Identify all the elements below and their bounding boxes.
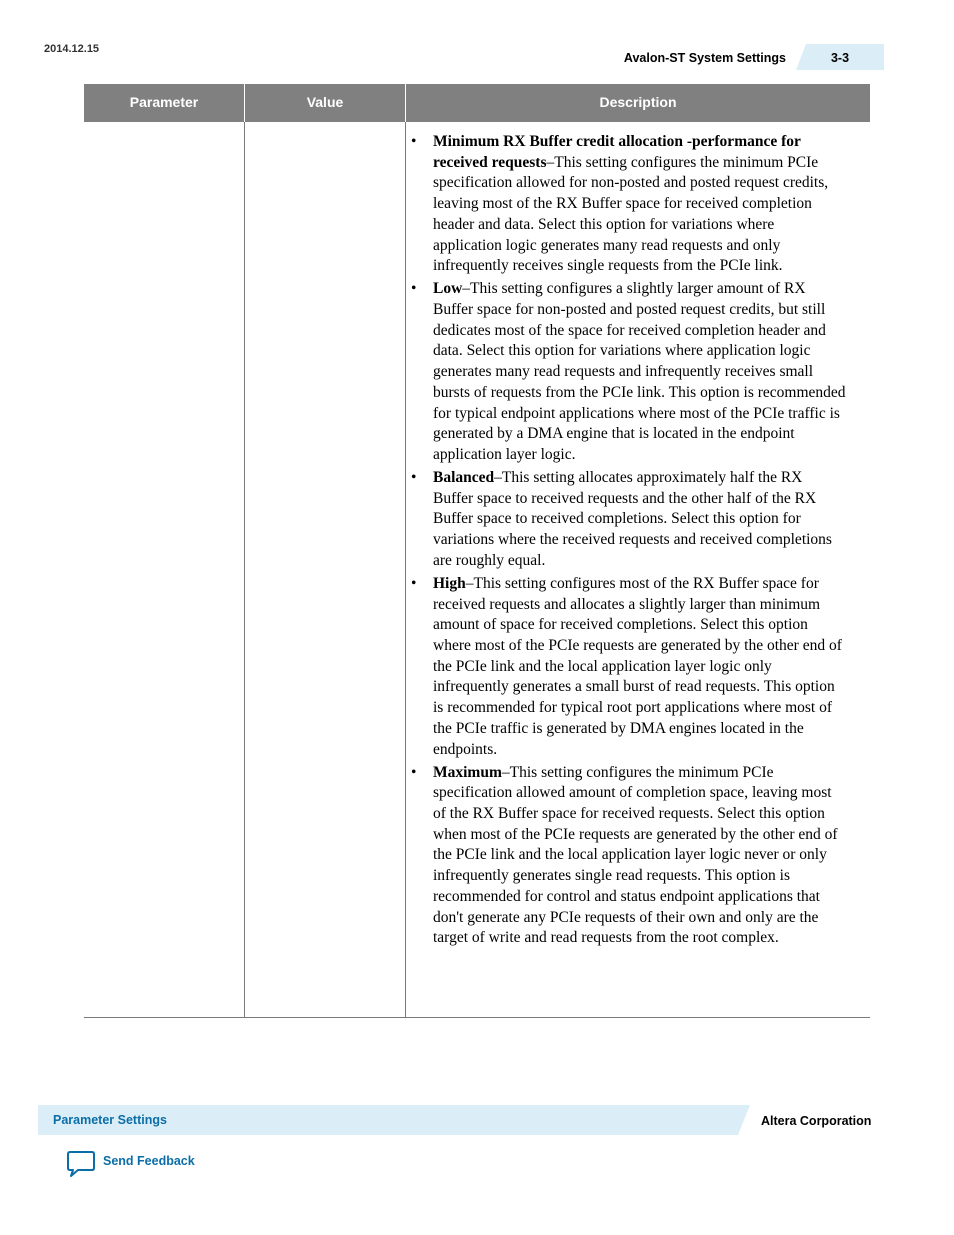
parameter-table [84, 84, 870, 1018]
bullet-icon: • [411, 763, 417, 781]
bullet-icon: • [411, 280, 417, 298]
description-cell [406, 132, 846, 951]
bullet-term: Maximum [433, 763, 502, 781]
list-item [406, 279, 846, 465]
bullet-icon: • [411, 133, 417, 150]
column-header-description: Description [406, 84, 870, 122]
bullet-text: –This setting configures the minimum PCIe specification allowed amount of completion space, leaving most of the RX Buffer space for received requests. Select this option when most of the PCIe requests are generated by the other end of the PCIe link and the local application layer logic never or only infrequently generates single read requests. This option is recommended for control and status endpoint applications that don't generate any PCIe requests of their own and only are the target of write and read requests from the root complex. [433, 763, 838, 947]
list-item [406, 574, 846, 760]
bullet-term: Balanced [433, 469, 495, 487]
table-bottom-rule [84, 1017, 870, 1018]
list-item [406, 468, 846, 572]
bullet-term: Low [433, 280, 463, 298]
bullet-text: –This setting allocates approximately half the RX Buffer space to received requests and the other half of the RX Buffer space to received completions. Select this option for variations where the received requests and received completions are roughly equal. [433, 469, 832, 569]
bullet-text: –This setting configures most of the RX Buffer space for received requests and allocates a slightly larger than minimum amount of space for received completions. Select this option where most of the PCIe requests are generated by the other end of the PCIe link and the local application layer logic only infrequently generates a small burst of read requests. This option is recommended for typical root port applications where most of the PCIe traffic is generated by DMA engines located in the endpoints. [433, 574, 842, 758]
send-feedback-label: Send Feedback [103, 1154, 195, 1168]
bullet-term: Minimum RX Buffer credit allocation -performance for received requests [433, 133, 801, 171]
column-header-parameter: Parameter [84, 84, 244, 122]
bullet-icon: • [411, 469, 417, 487]
column-header-value: Value [245, 84, 405, 122]
page-number: 3-3 [830, 51, 850, 65]
bullet-term: High [433, 574, 466, 592]
speech-bubble-icon [66, 1150, 96, 1178]
column-divider [244, 122, 245, 1018]
list-item [406, 763, 846, 949]
bullet-text: –This setting configures the minimum PCIe specification allowed for non-posted and posted request credits, leaving most of the RX Buffer space for received completion header and data. Select this option for variations where application logic generates many read requests and only infrequently receives single requests from the PCIe link. [433, 153, 829, 275]
footer-company: Altera Corporation [761, 1114, 872, 1128]
list-item [406, 132, 846, 277]
document-date: 2014.12.15 [44, 43, 100, 55]
description-bullet-list [406, 132, 846, 949]
running-header-title: Avalon-ST System Settings [623, 51, 786, 65]
bullet-text: –This setting configures a slightly larger amount of RX Buffer space for non-posted and posted request credits, but still dedicates most of the space for received completion header and data. Select this option for variations where application logic generates many read requests and infrequently receives small bursts of requests from the PCIe link. This option is recommended for typical endpoint applications where most of the PCIe traffic is generated by a DMA engine that is located in the endpoint application layer logic. [433, 280, 846, 463]
footer-section-link[interactable]: Parameter Settings [53, 1113, 167, 1127]
bullet-icon: • [411, 574, 417, 592]
